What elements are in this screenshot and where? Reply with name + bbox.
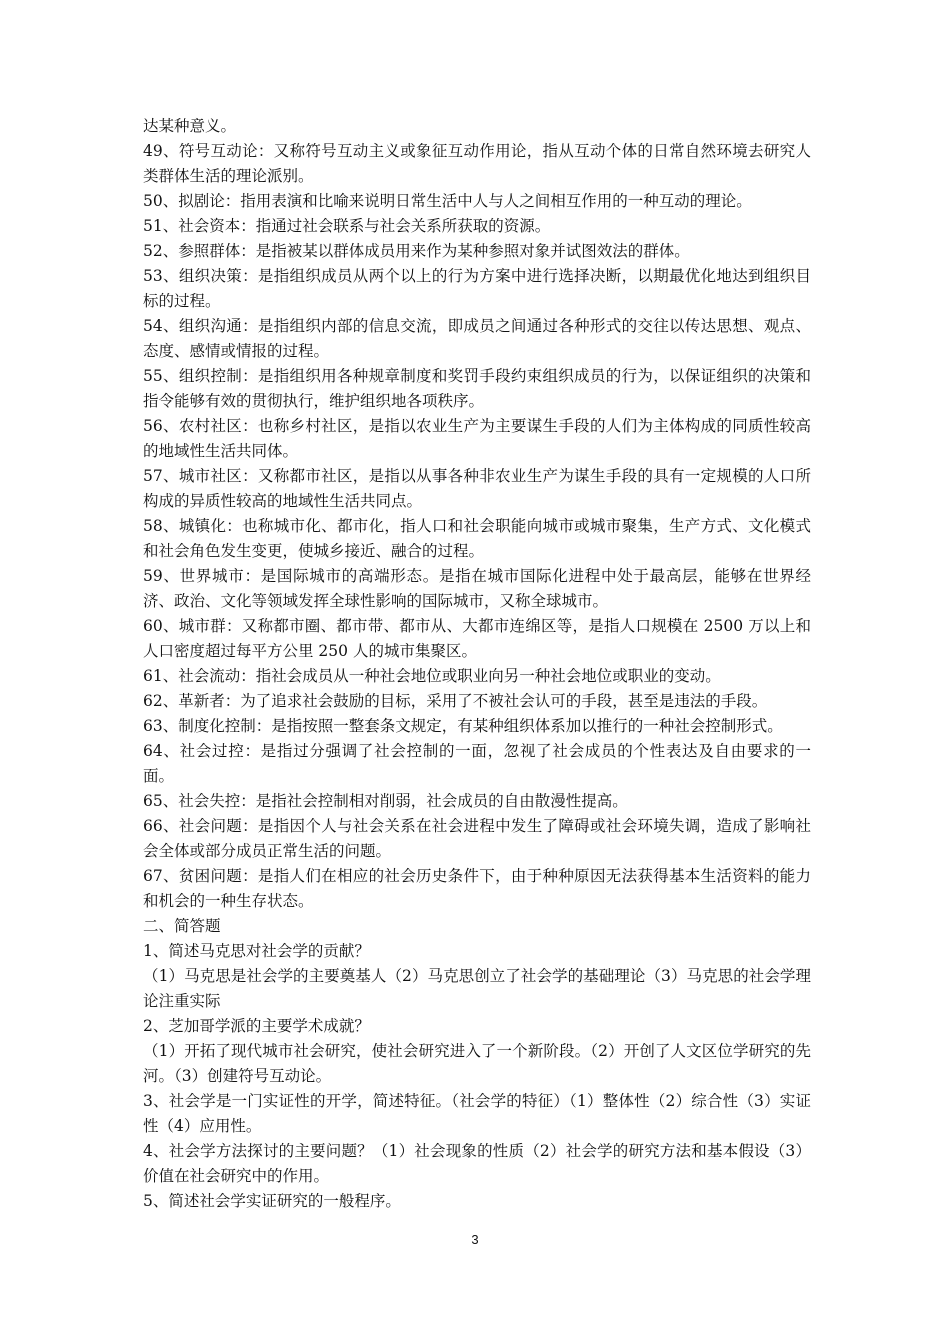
paragraph: 49、符号互动论：又称符号互动主义或象征互动作用论，指从互动个体的日常自然环境去研究人类群体生活的理论派别。 bbox=[143, 142, 811, 185]
paragraph: 58、城镇化：也称城市化、都市化，指人口和社会职能向城市或城市聚集，生产方式、文化模式和社会角色发生变更，使城乡接近、融合的过程。 bbox=[143, 517, 811, 560]
paragraph: 67、贫困问题：是指人们在相应的社会历史条件下，由于种种原因无法获得基本生活资料的能力和机会的一种生存状态。 bbox=[143, 867, 811, 910]
paragraph: 59、世界城市：是国际城市的高端形态。是指在城市国际化进程中处于最高层，能够在世界经济、政治、文化等领域发挥全球性影响的国际城市，又称全球城市。 bbox=[143, 567, 811, 610]
question: 5、简述社会学实证研究的一般程序。 bbox=[143, 1192, 401, 1210]
paragraph: 52、参照群体：是指被某以群体成员用来作为某种参照对象并试图效法的群体。 bbox=[143, 242, 690, 260]
question: 4、社会学方法探讨的主要问题？（1）社会现象的性质（2）社会学的研究方法和基本假设（3）价值在社会研究中的作用。 bbox=[143, 1142, 811, 1185]
paragraph: 65、社会失控：是指社会控制相对削弱，社会成员的自由散漫性提高。 bbox=[143, 792, 628, 810]
paragraph: 达某种意义。 bbox=[143, 117, 237, 135]
paragraph: 55、组织控制：是指组织用各种规章制度和奖罚手段约束组织成员的行为，以保证组织的决策和指令能够有效的贯彻执行，维护组织地各项秩序。 bbox=[143, 367, 811, 410]
page-number: 3 bbox=[471, 1232, 479, 1247]
answer: （1）马克思是社会学的主要奠基人（2）马克思创立了社会学的基础理论（3）马克思的社会学理论注重实际 bbox=[143, 967, 811, 1010]
paragraph: 57、城市社区：又称都市社区，是指以从事各种非农业生产为谋生手段的具有一定规模的人口所构成的异质性较高的地域性生活共同点。 bbox=[143, 467, 811, 510]
question: 1、简述马克思对社会学的贡献？ bbox=[143, 942, 370, 960]
question: 2、芝加哥学派的主要学术成就？ bbox=[143, 1017, 370, 1035]
paragraph: 56、农村社区：也称乡村社区，是指以农业生产为主要谋生手段的人们为主体构成的同质性较高的地域性生活共同体。 bbox=[143, 417, 811, 460]
paragraph: 61、社会流动：指社会成员从一种社会地位或职业向另一种社会地位或职业的变动。 bbox=[143, 667, 721, 685]
paragraph: 60、城市群：又称都市圈、都市带、都市从、大都市连绵区等，是指人口规模在 2500 万以上和人口密度超过每平方公里 250 人的城市集聚区。 bbox=[143, 617, 811, 660]
paragraph: 64、社会过控：是指过分强调了社会控制的一面，忽视了社会成员的个性表达及自由要求的一面。 bbox=[143, 742, 811, 785]
paragraph: 62、革新者：为了追求社会鼓励的目标，采用了不被社会认可的手段，甚至是违法的手段。 bbox=[143, 692, 768, 710]
document-body bbox=[143, 114, 811, 1214]
section-heading: 二、简答题 bbox=[143, 917, 221, 935]
paragraph: 54、组织沟通：是指组织内部的信息交流，即成员之间通过各种形式的交往以传达思想、观点、态度、感情或情报的过程。 bbox=[143, 317, 811, 360]
answer: （1）开拓了现代城市社会研究，使社会研究进入了一个新阶段。（2）开创了人文区位学研究的先河。（3）创建符号互动论。 bbox=[143, 1042, 811, 1085]
paragraph: 50、拟剧论：指用表演和比喻来说明日常生活中人与人之间相互作用的一种互动的理论。 bbox=[143, 192, 752, 210]
paragraph: 66、社会问题：是指因个人与社会关系在社会进程中发生了障碍或社会环境失调，造成了影响社会全体或部分成员正常生活的问题。 bbox=[143, 817, 811, 860]
question: 3、社会学是一门实证性的开学，简述特征。（社会学的特征）（1）整体性（2）综合性（3）实证性（4）应用性。 bbox=[143, 1092, 811, 1135]
paragraph: 51、社会资本：指通过社会联系与社会关系所获取的资源。 bbox=[143, 217, 551, 235]
paragraph: 63、制度化控制：是指按照一整套条文规定，有某种组织体系加以推行的一种社会控制形式。 bbox=[143, 717, 783, 735]
paragraph: 53、组织决策：是指组织成员从两个以上的行为方案中进行选择决断，以期最优化地达到组织目标的过程。 bbox=[143, 267, 811, 310]
